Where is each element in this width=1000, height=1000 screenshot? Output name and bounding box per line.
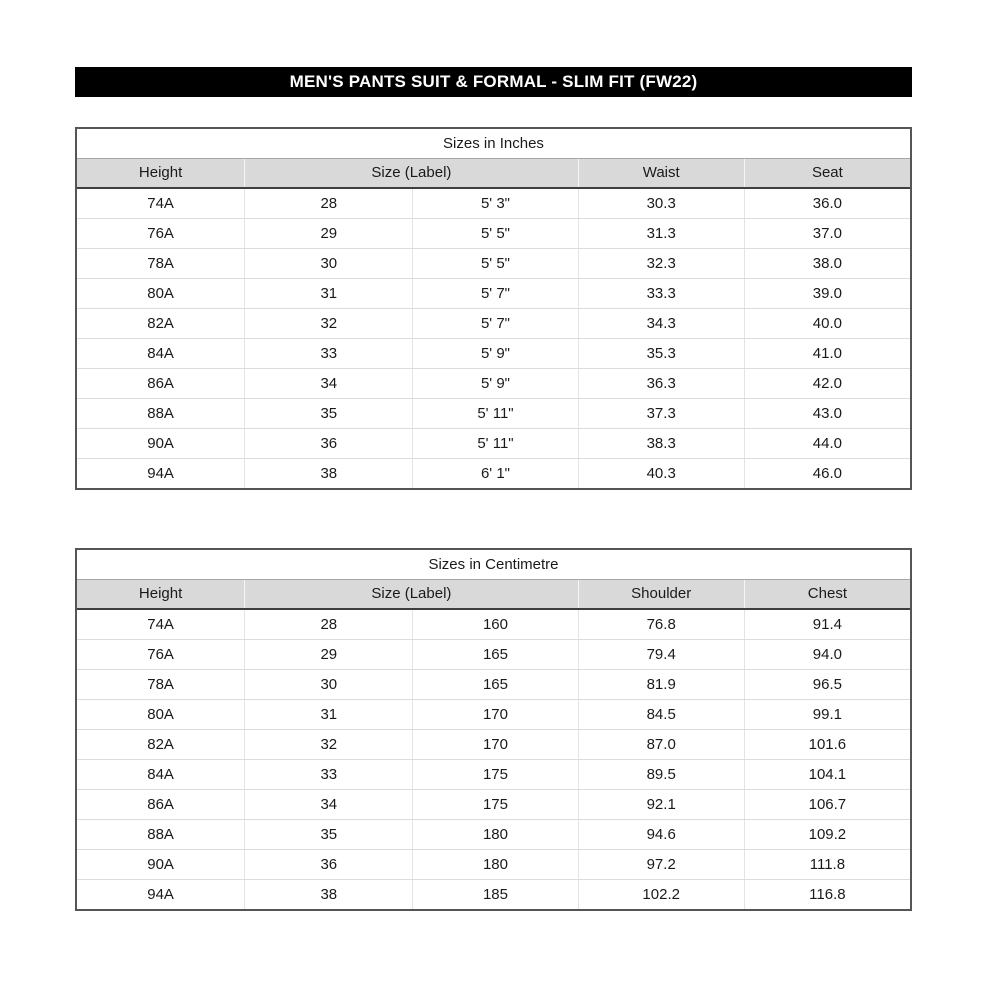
table-cell: 78A [147,255,174,272]
table-row [77,850,910,880]
table-cell: 76.8 [578,610,744,639]
column-header-height: Height [138,164,183,181]
table-row [77,610,910,640]
table-cell: 5' 3" [412,189,577,218]
table-cell: 5' 5" [412,249,577,278]
table-cell: 175 [412,790,577,819]
table-cell: 32.3 [578,249,744,278]
table-cell: 170 [412,730,577,759]
table-cell: 39.0 [744,279,910,308]
table-row [77,339,910,369]
table-cell: 29 [244,640,412,669]
column-header-seat: Seat [744,159,910,187]
table-cell: 38 [244,880,412,909]
column-header-size-label: Size (Label) [244,580,577,608]
table-cell: 99.1 [744,700,910,729]
table-cell: 35 [244,820,412,849]
table-cell: 106.7 [744,790,910,819]
table-row [77,369,910,399]
table-row [77,790,910,820]
table-row [77,730,910,760]
table-cell: 88A [147,405,174,422]
column-header-waist: Waist [578,159,744,187]
table-cell: 86A [147,375,174,392]
table-cell: 32 [244,309,412,338]
table-row [77,189,910,219]
table-row [77,459,910,488]
table-cell: 90A [147,435,174,452]
table-row [77,249,910,279]
table-cell: 36 [244,850,412,879]
table-cell: 80A [147,706,174,723]
chart-title-text: MEN'S PANTS SUIT & FORMAL - SLIM FIT (FW22) [289,72,698,91]
table-cell: 97.2 [578,850,744,879]
table-cell: 79.4 [578,640,744,669]
table-row [77,279,910,309]
table-cell: 76A [147,646,174,663]
table-cell: 94A [147,465,174,482]
table-cell: 29 [244,219,412,248]
table-cell: 101.6 [744,730,910,759]
table-cell: 90A [147,856,174,873]
table-cell: 44.0 [744,429,910,458]
table-cell: 36 [244,429,412,458]
table-cell: 87.0 [578,730,744,759]
table-cell: 88A [147,826,174,843]
table-cell: 160 [412,610,577,639]
table-row [77,820,910,850]
table-cell: 5' 9" [412,339,577,368]
table-cell: 86A [147,796,174,813]
table-cell: 102.2 [578,880,744,909]
column-header-height: Height [138,585,183,602]
table-cell: 36.3 [578,369,744,398]
column-header-size-label: Size (Label) [244,159,577,187]
table-row [77,429,910,459]
table-cell: 5' 7" [412,309,577,338]
column-header-chest: Chest [744,580,910,608]
table-cell: 43.0 [744,399,910,428]
table-cell: 31 [244,279,412,308]
table-cell: 109.2 [744,820,910,849]
table-cell: 35.3 [578,339,744,368]
centimetre-table-header-row [77,580,910,610]
table-cell: 81.9 [578,670,744,699]
table-cell: 6' 1" [412,459,577,488]
inches-size-table [75,127,912,490]
table-row [77,219,910,249]
table-cell: 38.3 [578,429,744,458]
inches-table-title: Sizes in Inches [77,129,910,159]
table-cell: 38 [244,459,412,488]
table-cell: 170 [412,700,577,729]
table-row [77,670,910,700]
table-row [77,399,910,429]
table-cell: 5' 11" [412,429,577,458]
table-cell: 94.0 [744,640,910,669]
centimetre-table-title: Sizes in Centimetre [77,550,910,580]
table-cell: 37.3 [578,399,744,428]
table-cell: 30 [244,249,412,278]
inches-table-header-row [77,159,910,189]
table-cell: 38.0 [744,249,910,278]
table-cell: 96.5 [744,670,910,699]
table-cell: 92.1 [578,790,744,819]
table-cell: 34 [244,369,412,398]
table-cell: 111.8 [744,850,910,879]
table-row [77,880,910,909]
table-cell: 104.1 [744,760,910,789]
table-cell: 165 [412,640,577,669]
table-row [77,640,910,670]
centimetre-size-table [75,548,912,911]
table-cell: 76A [147,225,174,242]
table-cell: 30.3 [578,189,744,218]
table-cell: 180 [412,850,577,879]
table-cell: 84A [147,766,174,783]
table-cell: 91.4 [744,610,910,639]
table-row [77,309,910,339]
column-header-shoulder: Shoulder [578,580,744,608]
table-cell: 185 [412,880,577,909]
table-cell: 74A [147,195,174,212]
table-cell: 5' 5" [412,219,577,248]
table-cell: 82A [147,315,174,332]
table-cell: 28 [244,189,412,218]
chart-title-banner [75,67,912,97]
table-cell: 175 [412,760,577,789]
table-cell: 116.8 [744,880,910,909]
table-cell: 33.3 [578,279,744,308]
table-cell: 30 [244,670,412,699]
table-cell: 35 [244,399,412,428]
table-cell: 36.0 [744,189,910,218]
table-cell: 37.0 [744,219,910,248]
table-cell: 28 [244,610,412,639]
table-row [77,700,910,730]
table-cell: 94A [147,886,174,903]
table-row [77,760,910,790]
table-cell: 180 [412,820,577,849]
table-cell: 31.3 [578,219,744,248]
table-cell: 5' 7" [412,279,577,308]
table-cell: 33 [244,339,412,368]
table-cell: 40.3 [578,459,744,488]
table-cell: 80A [147,285,174,302]
table-cell: 94.6 [578,820,744,849]
table-cell: 41.0 [744,339,910,368]
table-cell: 84A [147,345,174,362]
centimetre-table-body [77,610,910,909]
table-cell: 32 [244,730,412,759]
table-cell: 31 [244,700,412,729]
table-cell: 42.0 [744,369,910,398]
table-cell: 40.0 [744,309,910,338]
table-cell: 165 [412,670,577,699]
table-cell: 46.0 [744,459,910,488]
table-cell: 34 [244,790,412,819]
table-cell: 89.5 [578,760,744,789]
table-cell: 74A [147,616,174,633]
table-cell: 84.5 [578,700,744,729]
table-cell: 82A [147,736,174,753]
table-cell: 78A [147,676,174,693]
table-cell: 5' 11" [412,399,577,428]
inches-table-body [77,189,910,488]
table-cell: 5' 9" [412,369,577,398]
table-cell: 33 [244,760,412,789]
table-cell: 34.3 [578,309,744,338]
